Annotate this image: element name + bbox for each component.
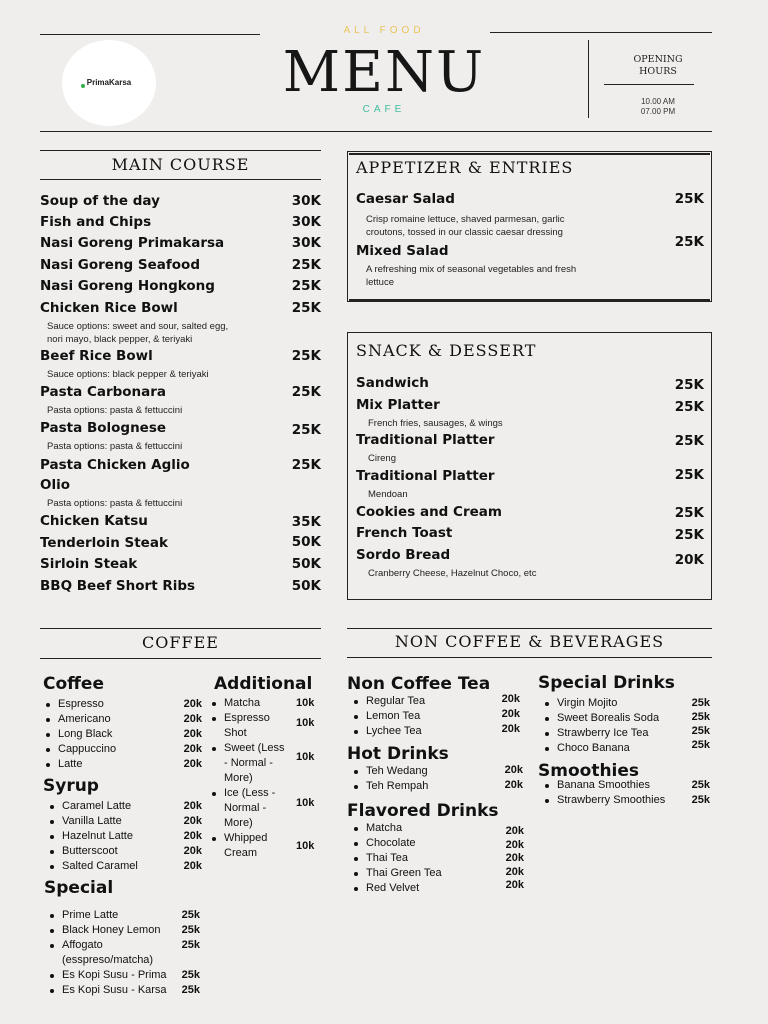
list-item: Espresso Shot	[210, 711, 300, 741]
list-item: Affogato (esspreso/matcha)	[48, 938, 167, 968]
tea-category-title: Non Coffee Tea	[347, 674, 491, 694]
menu-item-name: Sordo Bread	[356, 547, 451, 563]
list-item: Whipped Cream	[210, 831, 300, 861]
list-item: Latte	[44, 757, 116, 772]
list-item: Sweet Borealis Soda	[543, 711, 659, 726]
menu-item-note: Cireng	[368, 453, 396, 464]
appetizer-box-rule-bottom	[349, 299, 710, 301]
menu-item-note: Crisp romaine lettuce, shaved parmesan, garlic	[366, 214, 565, 225]
header-rule-right	[490, 32, 712, 33]
price: 20k	[183, 845, 202, 857]
price: 20k	[183, 743, 202, 755]
list-item: Thai Green Tea	[352, 866, 442, 881]
menu-item-note: A refreshing mix of seasonal vegetables and fresh	[366, 264, 577, 275]
special-drinks-category-title: Special Drinks	[538, 673, 675, 693]
menu-item-price: 25K	[291, 278, 321, 294]
menu-item-note: Pasta options: pasta & fettuccini	[47, 498, 183, 509]
main-course-rule-bottom	[40, 179, 321, 180]
price: 20k	[505, 825, 524, 837]
menu-item-name: Mix Platter	[356, 397, 440, 413]
list-item: Matcha	[352, 821, 442, 836]
menu-item-name: BBQ Beef Short Ribs	[40, 578, 196, 594]
menu-item-price: 35K	[291, 514, 321, 530]
syrup-list	[48, 799, 138, 874]
price: 25k	[691, 794, 710, 806]
appetizer-heading: APPETIZER & ENTRIES	[356, 158, 574, 177]
all-food-tag: ALL FOOD	[343, 25, 425, 36]
menu-item-price: 50K	[291, 556, 321, 572]
menu-item-price: 50K	[291, 534, 321, 550]
flavored-prices	[494, 825, 524, 893]
price: 20k	[183, 728, 202, 740]
tea-prices	[490, 692, 520, 737]
menu-item-price: 25K	[291, 457, 321, 473]
syrup-prices	[172, 799, 202, 874]
menu-item-price: 25K	[674, 234, 704, 250]
menu-item-price: 25K	[291, 348, 321, 364]
menu-item-name: Nasi Goreng Hongkong	[40, 278, 215, 294]
menu-item-price: 25K	[291, 384, 321, 400]
menu-item-name: Pasta Bolognese	[40, 420, 167, 436]
menu-item-name: Nasi Goreng Seafood	[40, 257, 200, 273]
list-item: Virgin Mojito	[543, 696, 659, 711]
list-item: Regular Tea	[352, 694, 425, 709]
list-item: Thai Tea	[352, 851, 442, 866]
list-item: Long Black	[44, 727, 116, 742]
snack-heading: SNACK & DESSERT	[356, 341, 537, 360]
menu-item-price: 25K	[291, 300, 321, 316]
menu-item-note: Pasta options: pasta & fettuccini	[47, 405, 183, 416]
header-rule-bottom	[40, 131, 712, 132]
menu-item-note: Sauce options: black pepper & teriyaki	[47, 369, 209, 380]
list-item: Strawberry Smoothies	[543, 793, 665, 808]
list-item: Banana Smoothies	[543, 778, 665, 793]
price: 25k	[181, 939, 200, 951]
list-item: Caramel Latte	[48, 799, 138, 814]
logo-text: PrimaKarsa	[86, 78, 132, 87]
list-item: Choco Banana	[543, 741, 659, 756]
menu-item-price: 25K	[674, 191, 704, 207]
coffee-rule-top	[40, 628, 321, 629]
additional-list	[210, 696, 300, 861]
special-coffee-list	[48, 908, 167, 998]
price: 20k	[501, 723, 520, 735]
menu-item-price: 50K	[291, 578, 321, 594]
menu-item-note: lettuce	[366, 277, 394, 288]
coffee-category-title: Coffee	[43, 674, 104, 694]
header-divider	[588, 40, 589, 118]
menu-item-price: 25K	[674, 433, 704, 449]
menu-item-name: Nasi Goreng Primakarsa	[40, 235, 225, 251]
price: 20k	[505, 852, 524, 864]
menu-item-name: Beef Rice Bowl	[40, 348, 153, 364]
additional-price: 10k	[296, 751, 315, 763]
list-item: Hazelnut Latte	[48, 829, 138, 844]
list-item: Black Honey Lemon	[48, 923, 167, 938]
list-item: Butterscoot	[48, 844, 138, 859]
price: 20k	[501, 693, 520, 705]
opening-hours-rule	[604, 84, 694, 85]
menu-item-note: Cranberry Cheese, Hazelnut Choco, etc	[368, 568, 537, 579]
price: 20k	[183, 830, 202, 842]
list-item: Ice (Less - Normal - More)	[210, 786, 300, 831]
menu-item-name: Sandwich	[356, 375, 429, 391]
menu-item-price: 30K	[291, 193, 321, 209]
coffee-prices	[172, 697, 202, 772]
price: 20k	[183, 698, 202, 710]
price: 20k	[505, 879, 524, 891]
opening-hours-times	[608, 97, 708, 117]
menu-item-name: Soup of the day	[40, 193, 160, 209]
smoothies-prices	[680, 778, 710, 808]
additional-price: 10k	[296, 717, 315, 729]
additional-price: 10k	[296, 840, 315, 852]
price: 20k	[183, 800, 202, 812]
list-item: Es Kopi Susu - Karsa	[48, 983, 167, 998]
price: 25k	[181, 969, 200, 981]
price: 20k	[505, 865, 524, 878]
price: 25k	[691, 739, 710, 751]
menu-item-price: 20K	[674, 552, 704, 568]
main-course-heading: MAIN COURSE	[111, 155, 250, 174]
list-item: Strawberry Ice Tea	[543, 726, 659, 741]
coffee-list	[44, 697, 116, 772]
logo-leaf-icon	[81, 84, 85, 88]
non-coffee-rule-bottom	[347, 657, 712, 658]
list-item: Lychee Tea	[352, 724, 425, 739]
price: 25k	[691, 779, 710, 791]
menu-item-name: Caesar Salad	[356, 191, 455, 207]
list-item: Es Kopi Susu - Prima	[48, 968, 167, 983]
price: 20k	[501, 708, 520, 720]
page-title: MENU	[282, 40, 486, 105]
smoothies-list	[543, 778, 665, 808]
non-coffee-heading: NON COFFEE & BEVERAGES	[394, 632, 665, 651]
menu-item-note: Pasta options: pasta & fettuccini	[47, 441, 183, 452]
list-item: Cappuccino	[44, 742, 116, 757]
list-item: Espresso	[44, 697, 116, 712]
list-item: Prime Latte	[48, 908, 167, 923]
cafe-tag: CAFE	[362, 104, 406, 115]
menu-item-name: Mixed Salad	[356, 243, 449, 259]
price: 20k	[183, 758, 202, 770]
menu-item-name: Tenderloin Steak	[40, 535, 168, 551]
additional-price: 10k	[296, 797, 315, 809]
price: 25k	[181, 924, 200, 936]
hot-drinks-list	[352, 764, 428, 794]
menu-item-name: Fish and Chips	[40, 214, 152, 230]
menu-item-name: Cookies and Cream	[356, 504, 502, 520]
special-category-title: Special	[44, 878, 114, 898]
menu-item-name: Chicken Rice Bowl	[40, 300, 178, 316]
price: 25k	[691, 725, 710, 737]
hot-drinks-category-title: Hot Drinks	[347, 744, 449, 764]
special-drinks-list	[543, 696, 659, 756]
menu-item-price: 25K	[674, 527, 704, 543]
menu-item-price: 30K	[291, 235, 321, 251]
menu-item-price: 25K	[291, 257, 321, 273]
menu-item-note: nori mayo, black pepper, & teriyaki	[47, 334, 193, 345]
list-item: Americano	[44, 712, 116, 727]
price: 20k	[183, 860, 202, 872]
hot-drinks-prices	[493, 763, 523, 793]
opening-hours-label: OPENING HOURS	[633, 54, 683, 77]
additional-category-title: Additional	[214, 674, 313, 694]
list-item: Teh Wedang	[352, 764, 428, 779]
menu-item-name: Pasta Carbonara	[40, 384, 167, 400]
special-coffee-prices	[170, 908, 200, 998]
tea-list	[352, 694, 425, 739]
menu-item-name: French Toast	[356, 525, 453, 541]
menu-item-note: Mendoan	[368, 489, 408, 500]
price: 20k	[504, 764, 523, 776]
menu-item-price: 25K	[674, 505, 704, 521]
main-course-rule-top	[40, 150, 321, 151]
list-item: Lemon Tea	[352, 709, 425, 724]
menu-item-name: Sirloin Steak	[40, 556, 138, 572]
coffee-heading: COFFEE	[142, 633, 219, 652]
price: 25k	[691, 711, 710, 723]
syrup-category-title: Syrup	[43, 776, 99, 796]
menu-item-note: French fries, sausages, & wings	[368, 418, 503, 429]
price: 25k	[181, 984, 200, 996]
coffee-rule-bottom	[40, 658, 321, 659]
close-time: 07.00 PM	[640, 107, 676, 116]
menu-item-price: 30K	[291, 214, 321, 230]
list-item: Matcha	[210, 696, 300, 711]
menu-item-name: Chicken Katsu	[40, 513, 148, 529]
menu-item-price: 25K	[291, 422, 321, 438]
price: 25k	[181, 909, 200, 921]
price: 20k	[505, 838, 524, 851]
list-item: Salted Caramel	[48, 859, 138, 874]
menu-item-name-cont: Olio	[40, 477, 71, 493]
menu-item-name: Traditional Platter	[356, 468, 495, 484]
price: 20k	[183, 713, 202, 725]
flavored-list	[352, 821, 442, 896]
price: 20k	[183, 815, 202, 827]
menu-item-name: Traditional Platter	[356, 432, 495, 448]
flavored-category-title: Flavored Drinks	[347, 801, 499, 821]
menu-item-price: 25K	[674, 399, 704, 415]
header-rule-left	[40, 34, 260, 35]
menu-item-price: 25K	[674, 467, 704, 483]
list-item: Sweet (Less - Normal - More)	[210, 741, 300, 786]
menu-item-price: 25K	[674, 377, 704, 393]
price: 25k	[691, 697, 710, 709]
menu-item-name: Pasta Chicken Aglio	[40, 457, 190, 473]
special-drinks-prices	[680, 696, 710, 752]
list-item: Red Velvet	[352, 881, 442, 896]
menu-item-note: croutons, tossed in our classic caesar dressing	[366, 227, 563, 238]
list-item: Vanilla Latte	[48, 814, 138, 829]
menu-item-note: Sauce options: sweet and sour, salted egg,	[47, 321, 229, 332]
non-coffee-rule-top	[347, 628, 712, 629]
additional-price: 10k	[296, 697, 315, 709]
list-item: Chocolate	[352, 836, 442, 851]
smoothies-category-title: Smoothies	[538, 761, 640, 781]
appetizer-box-rule	[349, 153, 710, 155]
open-time: 10.00 AM	[641, 97, 675, 106]
list-item: Teh Rempah	[352, 779, 428, 794]
price: 20k	[504, 779, 523, 791]
